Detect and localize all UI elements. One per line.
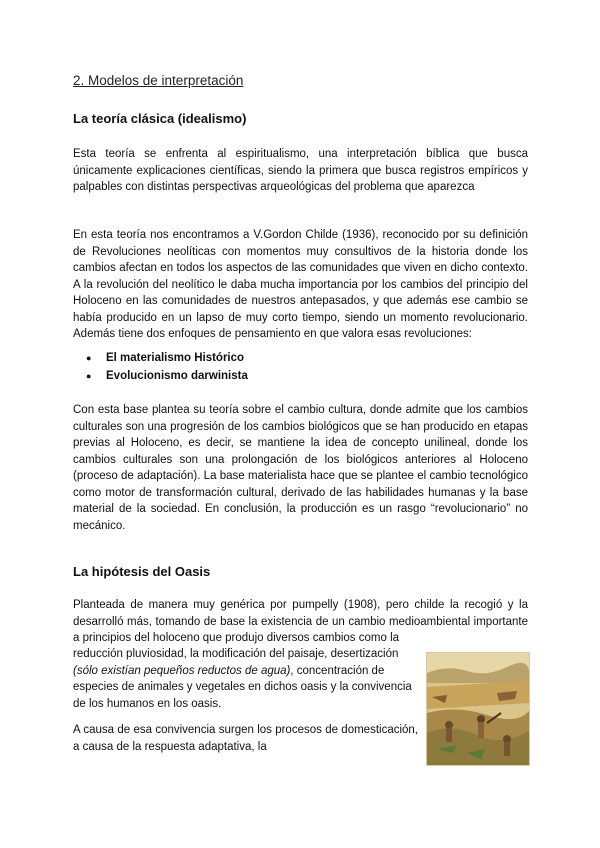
paragraph-pumpelly: Planteada de manera muy genérica por pumpelly (1908), pero childe la recogió y la desarrolló más, tomando de base la existencia de un cambio medioambiental importante a principios del holoceno que produjo diversos cambios como la — [73, 599, 528, 644]
text-run: reducción pluviosidad, la modificación del paisaje, desertización — [73, 648, 399, 660]
italic-note: (sólo existían pequeños reductos de agua) — [73, 664, 291, 677]
list-item: ● Evolucionismo darwinista — [106, 367, 248, 385]
paragraph-oasis-effects — [73, 646, 418, 712]
bullet-list — [86, 349, 248, 385]
illustration-graphic — [427, 653, 529, 765]
text-run: , concentración de especies de animales y vegetales en dichos oasis y la convivencia de los humanos en los oasis. — [73, 664, 412, 710]
paragraph-domesticacion: A causa de esa convivencia surgen los procesos de domesticación, a causa de la respuesta adaptativa, la — [73, 724, 418, 753]
heading-teoria-clasica: La teoría clásica (idealismo) — [73, 111, 247, 126]
section-title: 2. Modelos de interpretación — [73, 73, 244, 88]
paragraph-cambio-cultura: Con esta base plantea su teoría sobre el cambio cultura, donde admite que los cambios culturales son una progresión de los cambios biológicos que se han producido en etapas previas al Holoceno, es decir, se mantiene la idea de concepto unilineal, donde los cambios culturales son una prolongación de los biológicos anteriores al Holoceno (proceso de adaptación). La base materialista hace que se plantee el cambio tecnológico como motor de transformación cultural, derivado de las habilidades humanas y la base material de la sociedad. En conclusión, la producción es un rasgo “revolucionario” no mecánico. — [73, 404, 528, 532]
heading-hipotesis-oasis: La hipótesis del Oasis — [73, 564, 211, 579]
paragraph-espiritualismo: Esta teoría se enfrenta al espiritualismo, una interpretación bíblica que busca únicamente explicaciones científicas, siendo la primera que busca registros empíricos y palpables con distintas perspectivas arqueológicas del problema que aparezca — [73, 148, 528, 193]
paragraph-childe: En esta teoría nos encontramos a V.Gordon Childe (1936), reconocido por su definición de Revoluciones neolíticas con momentos muy consultivos de la historia donde los cambios afectan en todos los aspectos de las comunidades que viven en dicho contexto. A la revolución del neolítico le daba mucha importancia por los cambios del principio del Holoceno en las comunidades de nuestros antepasados, y que además ese cambio se había producido en un lapso de muy corto tiempo, siendo un momento revolucionario. Además tiene dos enfoques de pensamiento en que valora esas revoluciones: — [73, 229, 528, 340]
prehistoric-scene-illustration — [426, 652, 530, 766]
list-item: ● El materialismo Histórico — [106, 349, 248, 367]
